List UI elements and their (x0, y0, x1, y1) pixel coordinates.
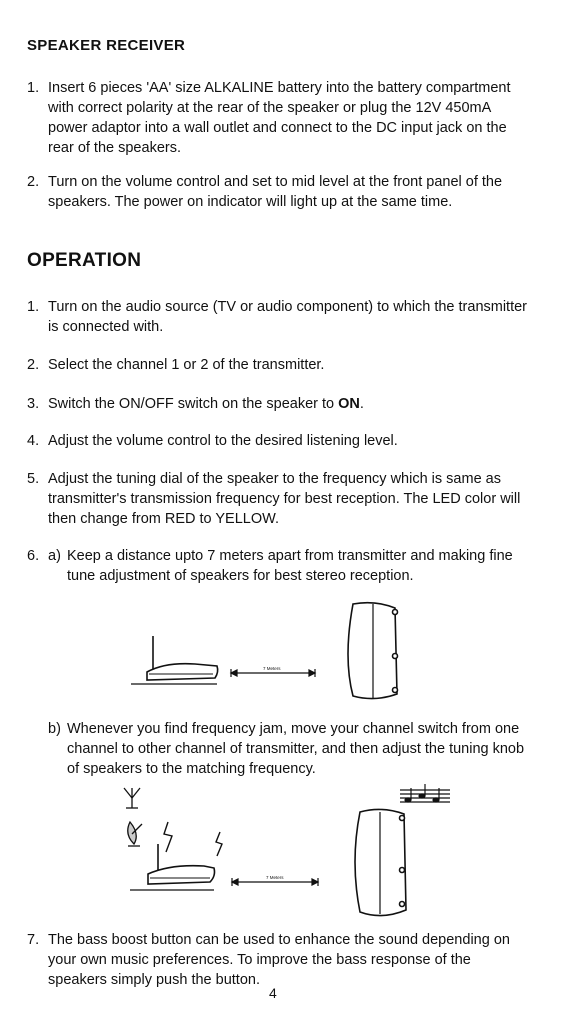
operation-step-7 (27, 930, 532, 990)
operation-heading: OPERATION (27, 250, 142, 271)
step-text-bold: ON (338, 396, 360, 412)
satellite-dish-icon (128, 822, 142, 846)
step-number: 6. (27, 548, 40, 564)
receiver-step-1 (27, 78, 532, 158)
step-text: Select the channel 1 or 2 of the transmitter. (48, 357, 325, 373)
step-number: 1. (27, 299, 40, 315)
transmitter-illustration (131, 636, 218, 684)
interference-antenna-icon (124, 788, 140, 808)
speaker-illustration (355, 809, 406, 915)
music-notes-icon (400, 784, 450, 802)
step-text: Turn on the audio source (TV or audio component) to which the transmitter is connected with. (48, 299, 528, 335)
speaker-receiver-heading: SPEAKER RECEIVER (27, 37, 186, 54)
step-number: 3. (27, 396, 40, 412)
step-text: Adjust the tuning dial of the speaker to the frequency which is same as transmitter's transmission frequency for best reception. The LED color will then change from RED to YELLOW. (48, 471, 521, 527)
step-text: The bass boost button can be used to enhance the sound depending on your own music preferences. To improve the bass response of the speakers simply push the button. (48, 932, 510, 988)
page-number: 4 (269, 985, 277, 1001)
step-text-tail: . (359, 396, 364, 412)
operation-step-5 (27, 469, 532, 529)
step-text: Adjust the volume control to the desired listening level. (48, 433, 398, 449)
step-number: 2. (27, 357, 40, 373)
operation-step-6a (48, 546, 530, 586)
step-number: 2. (27, 174, 40, 190)
sub-step-label: b) (48, 721, 61, 737)
speaker-illustration (348, 603, 398, 699)
step-number: 5. (27, 471, 40, 487)
figure-distance-diagram (125, 598, 415, 703)
sub-step-text: Keep a distance upto 7 meters apart from transmitter and making fine tune adjustment of speakers for best stereo reception. (67, 548, 513, 584)
step-number: 7. (27, 932, 40, 948)
operation-step-2 (27, 355, 532, 375)
receiver-step-2 (27, 172, 532, 212)
step-text: Insert 6 pieces 'AA' size ALKALINE battery into the battery compartment with correct polarity at the rear of the speaker or plug the 12V 450mA power adaptor into a wall outlet and connect to the DC input jack on the rear of the speakers. (48, 80, 511, 156)
operation-step-1 (27, 297, 532, 337)
operation-step-3 (27, 394, 532, 414)
sub-step-text: Whenever you find frequency jam, move your channel switch from one channel to other channel of transmitter, and then adjust the tuning knob of speakers to the matching frequency. (67, 721, 525, 777)
operation-step-6b (48, 719, 530, 779)
step-number: 4. (27, 433, 40, 449)
figure-frequency-jam-diagram (110, 782, 470, 922)
step-text: Turn on the volume control and set to mid level at the front panel of the speakers. The power on indicator will light up at the same time. (48, 174, 503, 210)
step-text (48, 394, 532, 414)
step-number: 1. (27, 80, 40, 96)
step-text-lead: Switch the ON/OFF switch on the speaker to (48, 396, 339, 412)
operation-step-4 (27, 431, 532, 451)
distance-label: 7 Meters (263, 666, 281, 671)
distance-label: 7 Meters (266, 875, 284, 880)
lightning-icon (164, 822, 222, 856)
transmitter-illustration (130, 844, 215, 890)
sub-step-label: a) (48, 548, 61, 564)
